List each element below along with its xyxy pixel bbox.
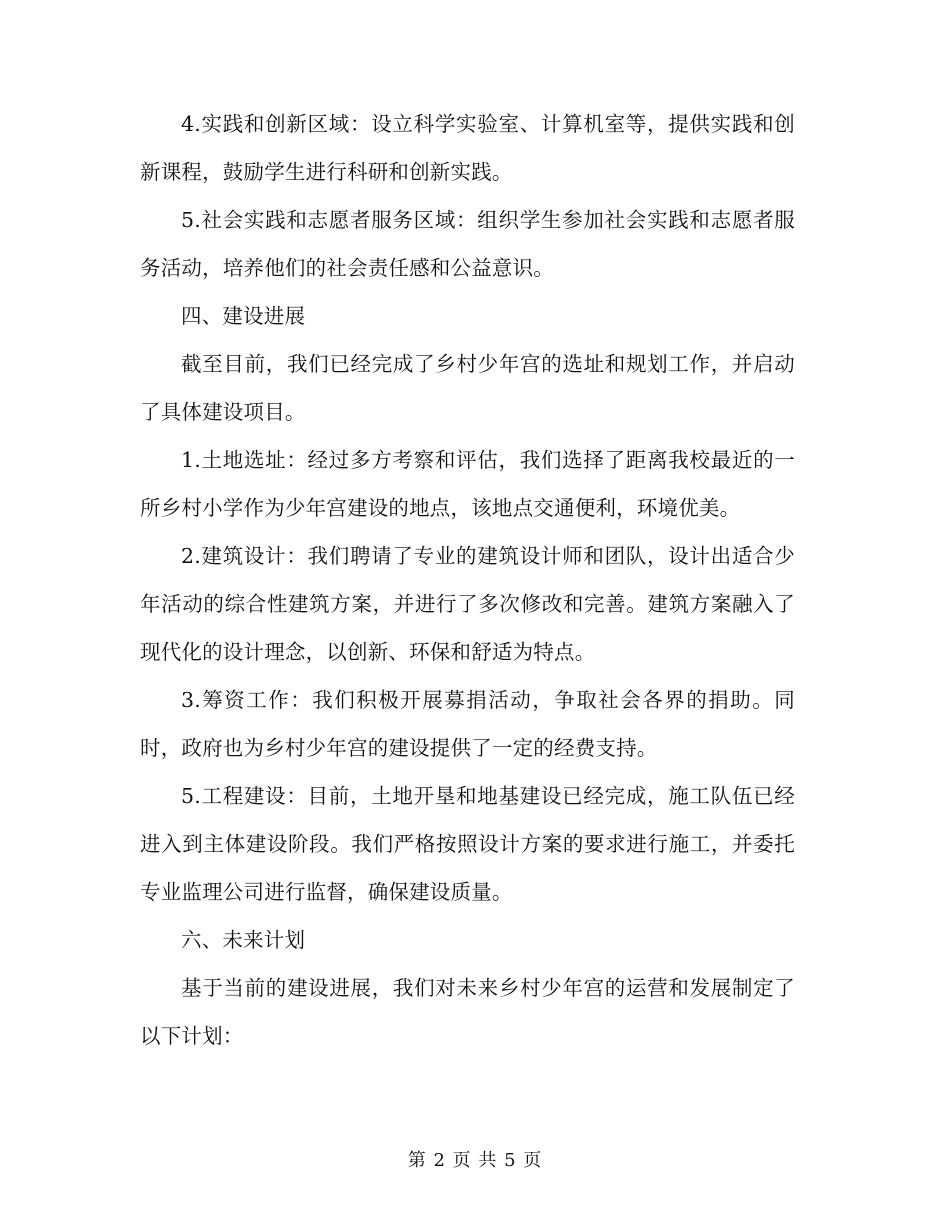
paragraph-practice-innovation-area: 4.实践和创新区域：设立科学实验室、计算机室等，提供实践和创新课程，鼓励学生进行科研和创新实践。 — [140, 112, 795, 184]
paragraph-progress-summary: 截至目前，我们已经完成了乡村少年宫的选址和规划工作，并启动了具体建设项目。 — [140, 352, 795, 424]
section-heading-construction-progress: 四、建设进展 — [181, 304, 306, 328]
paragraph-architectural-design: 2.建筑设计：我们聘请了专业的建筑设计师和团队，设计出适合少年活动的综合性建筑方案，并进行了多次修改和完善。建筑方案融入了现代化的设计理念，以创新、环保和舒适为特点。 — [140, 544, 795, 664]
paragraph-future-plans-intro: 基于当前的建设进展，我们对未来乡村少年宫的运营和发展制定了以下计划： — [140, 976, 795, 1048]
paragraph-social-volunteer-area: 5.社会实践和志愿者服务区域：组织学生参加社会实践和志愿者服务活动，培养他们的社会责任感和公益意识。 — [140, 208, 795, 280]
document-body — [140, 100, 795, 1060]
paragraph-fundraising: 3.筹资工作：我们积极开展募捐活动，争取社会各界的捐助。同时，政府也为乡村少年宫的建设提供了一定的经费支持。 — [140, 688, 795, 760]
page-number-footer: 第 2 页 共 5 页 — [407, 1150, 543, 1171]
section-heading-future-plans: 六、未来计划 — [181, 928, 306, 952]
paragraph-construction-work: 5.工程建设：目前，土地开垦和地基建设已经完成，施工队伍已经进入到主体建设阶段。我们严格按照设计方案的要求进行施工，并委托专业监理公司进行监督，确保建设质量。 — [140, 784, 795, 904]
paragraph-site-selection: 1.土地选址：经过多方考察和评估，我们选择了距离我校最近的一所乡村小学作为少年宫建设的地点，该地点交通便利，环境优美。 — [140, 448, 795, 520]
